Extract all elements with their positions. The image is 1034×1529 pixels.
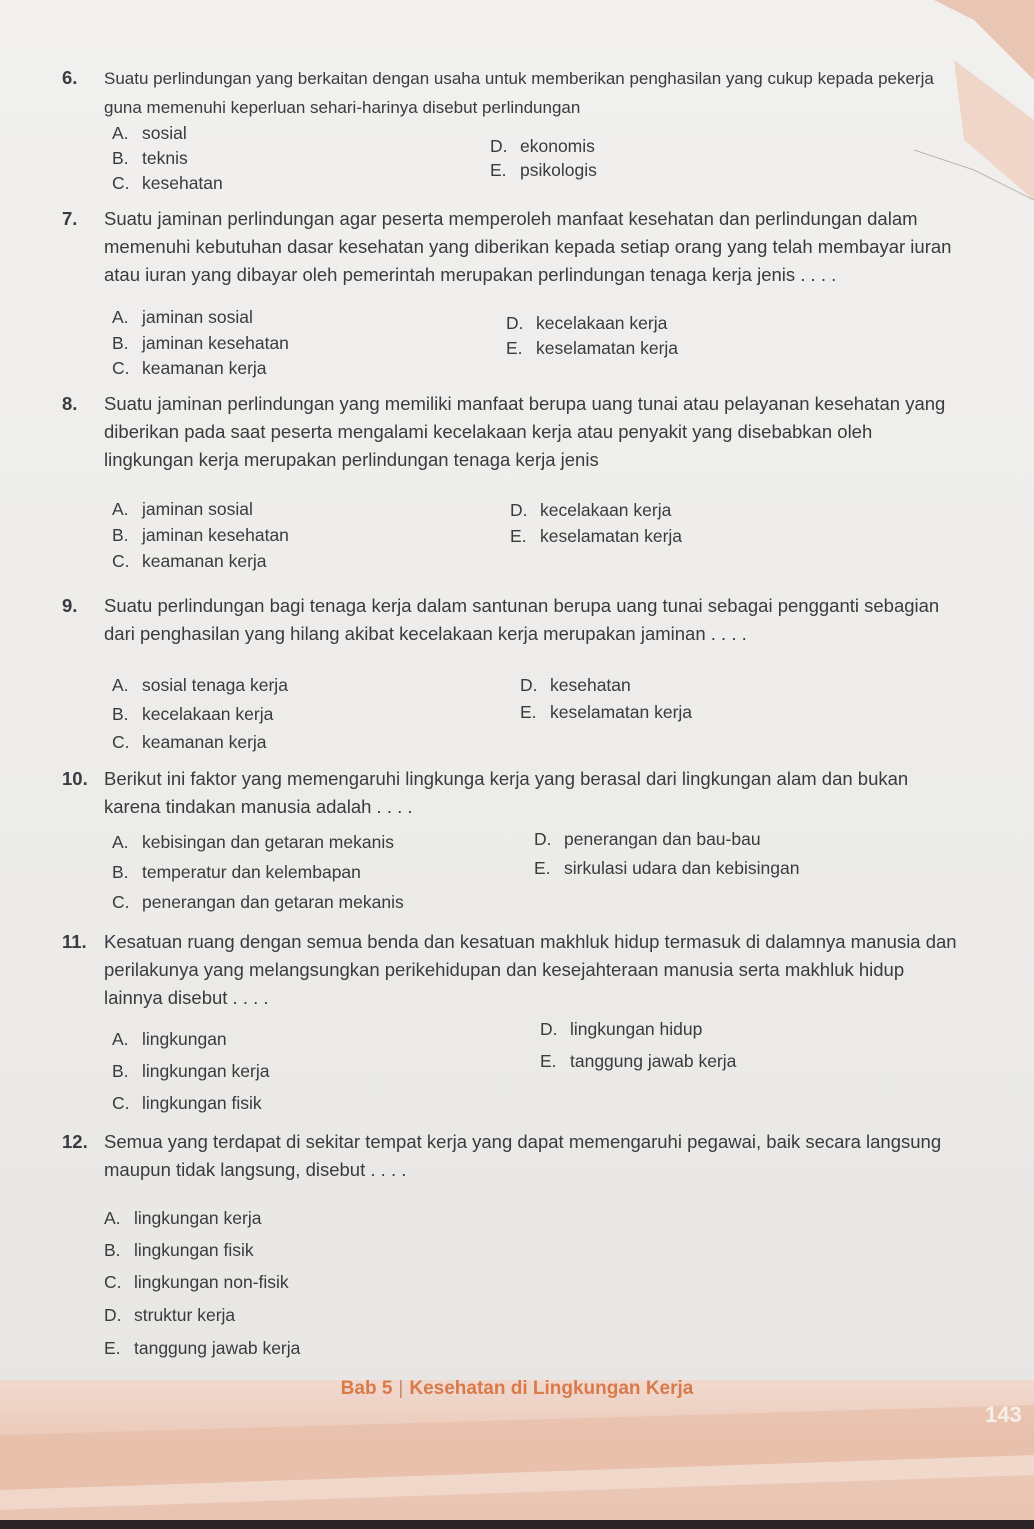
- question-11: [62, 928, 962, 1012]
- option-a[interactable]: A. jaminan sosial: [112, 307, 253, 327]
- chapter-number: Bab 5: [340, 1378, 393, 1399]
- option-e[interactable]: E. keselamatan kerja: [520, 702, 693, 722]
- option-d[interactable]: D. kesehatan: [520, 675, 631, 695]
- question-number: 12.: [62, 1131, 88, 1152]
- footer-decoration: [0, 1395, 1034, 1520]
- option-d[interactable]: D. struktur kerja: [104, 1305, 236, 1325]
- option-b[interactable]: B. lingkungan kerja: [112, 1061, 270, 1081]
- question-number: 9.: [62, 595, 78, 616]
- option-a[interactable]: A. sosial: [112, 123, 187, 143]
- option-c[interactable]: C. keamanan kerja: [112, 732, 267, 752]
- question-number: 6.: [62, 67, 78, 88]
- question-9: [62, 592, 962, 648]
- option-b[interactable]: B. jaminan kesehatan: [112, 525, 289, 545]
- option-e[interactable]: E. sirkulasi udara dan kebisingan: [534, 858, 800, 878]
- question-12: [62, 1128, 962, 1184]
- option-b[interactable]: B. temperatur dan kelembapan: [112, 862, 361, 882]
- question-text: Suatu jaminan perlindungan yang memiliki manfaat berupa uang tunai atau pelayanan kesehatan yang diberikan pada saat peserta mengalami kecelakaan kerja atau penyakit yang disebabkan oleh lingkungan kerja merupakan perlindungan tenaga kerja jenis: [104, 393, 946, 470]
- option-d[interactable]: D. kecelakaan kerja: [510, 500, 672, 520]
- option-d[interactable]: D. lingkungan hidup: [540, 1019, 703, 1039]
- question-8: [62, 390, 962, 474]
- question-number: 8.: [62, 393, 78, 414]
- chapter-name: Kesehatan di Lingkungan Kerja: [409, 1378, 694, 1399]
- option-b[interactable]: B. kecelakaan kerja: [112, 704, 274, 724]
- question-text: Berikut ini faktor yang memengaruhi lingkunga kerja yang berasal dari lingkungan alam dan bukan karena tindakan manusia adalah . . . .: [104, 768, 909, 817]
- option-c[interactable]: C. penerangan dan getaran mekanis: [112, 892, 404, 912]
- page-number: 143: [985, 1402, 1022, 1427]
- option-b[interactable]: B. lingkungan fisik: [104, 1240, 254, 1260]
- question-text: Suatu perlindungan yang berkaitan dengan usaha untuk memberikan penghasilan yang cukup kepada pekerja guna memenuhi keperluan sehari-harinya disebut perlindungan: [104, 69, 934, 117]
- option-e[interactable]: E. keselamatan kerja: [510, 526, 683, 546]
- option-e[interactable]: E. tanggung jawab kerja: [540, 1051, 737, 1071]
- option-c[interactable]: C. keamanan kerja: [112, 551, 267, 571]
- option-d[interactable]: D. penerangan dan bau-bau: [534, 829, 761, 849]
- question-6: [62, 64, 962, 122]
- option-c[interactable]: C. lingkungan non-fisik: [104, 1272, 289, 1292]
- question-text: Suatu jaminan perlindungan agar peserta memperoleh manfaat kesehatan dan perlindungan dalam memenuhi kebutuhan dasar kesehatan yang diberikan kepada setiap orang yang telah membayar iuran atau iuran yang dibayar oleh pemerintah merupakan perlindungan tenaga kerja jenis . . . .: [104, 208, 952, 285]
- option-a[interactable]: A. sosial tenaga kerja: [112, 675, 288, 695]
- chapter-title: [0, 1378, 1034, 1400]
- option-c[interactable]: C. kesehatan: [112, 173, 223, 193]
- separator: |: [398, 1378, 404, 1399]
- option-e[interactable]: E. keselamatan kerja: [506, 338, 679, 358]
- option-e[interactable]: E. tanggung jawab kerja: [104, 1338, 301, 1358]
- option-a[interactable]: A. lingkungan kerja: [104, 1208, 262, 1228]
- option-c[interactable]: C. lingkungan fisik: [112, 1093, 262, 1113]
- question-number: 7.: [62, 208, 78, 229]
- option-a[interactable]: A. lingkungan: [112, 1029, 227, 1049]
- question-number: 11.: [62, 931, 87, 952]
- question-text: Kesatuan ruang dengan semua benda dan kesatuan makhluk hidup termasuk di dalamnya manusia dan perilakunya yang melangsungkan perikehidupan dan kesejahteraan manusia serta makhluk hidup lainnya disebut . . . .: [104, 931, 957, 1008]
- option-b[interactable]: B. jaminan kesehatan: [112, 333, 289, 353]
- question-number: 10.: [62, 768, 88, 789]
- option-d[interactable]: D. ekonomis: [490, 136, 595, 156]
- option-b[interactable]: B. teknis: [112, 148, 188, 168]
- question-text: Suatu perlindungan bagi tenaga kerja dalam santunan berupa uang tunai sebagai pengganti sebagian dari penghasilan yang hilang akibat kecelakaan kerja merupakan jaminan . . . .: [104, 595, 940, 644]
- option-e[interactable]: E. psikologis: [490, 160, 597, 180]
- option-d[interactable]: D. kecelakaan kerja: [506, 313, 668, 333]
- option-a[interactable]: A. kebisingan dan getaran mekanis: [112, 832, 394, 852]
- question-text: Semua yang terdapat di sekitar tempat kerja yang dapat memengaruhi pegawai, baik secara langsung maupun tidak langsung, disebut . . . .: [104, 1131, 942, 1180]
- option-c[interactable]: C. keamanan kerja: [112, 358, 267, 378]
- option-a[interactable]: A. jaminan sosial: [112, 499, 253, 519]
- bottom-edge: [0, 1520, 1034, 1529]
- question-7: [62, 205, 962, 289]
- question-10: [62, 765, 962, 821]
